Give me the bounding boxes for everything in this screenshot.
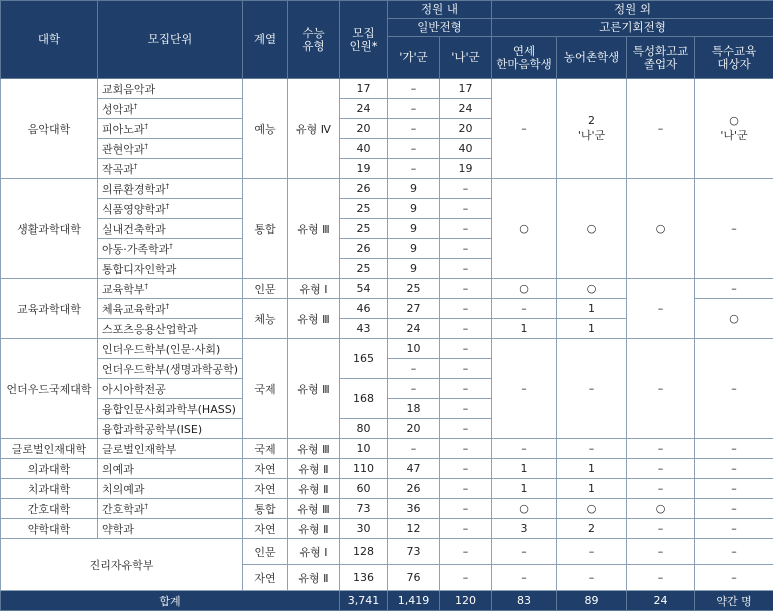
ga-cell: 9 (388, 179, 440, 199)
yonsei-cell: ○ (492, 179, 557, 279)
header-yonsei-hanmaum: 연세 한마음학생 (492, 37, 557, 79)
rural-cell: ○ (557, 179, 627, 279)
college-cell: 약학대학 (1, 519, 98, 539)
college-cell: 의과대학 (1, 459, 98, 479)
unit-cell: 스포츠응용산업학과 (98, 319, 243, 339)
ga-cell: 18 (388, 399, 440, 419)
na-cell: – (440, 259, 492, 279)
total-spec: 24 (627, 591, 695, 611)
header-unit: 모집단위 (98, 1, 243, 79)
quota-cell: 30 (340, 519, 388, 539)
na-cell: – (440, 565, 492, 591)
special-cell: – (695, 279, 773, 299)
yonsei-cell: 1 (492, 459, 557, 479)
yonsei-cell: ○ (492, 499, 557, 519)
field-cell: 예능 (243, 79, 288, 179)
na-cell: 20 (440, 119, 492, 139)
quota-cell: 73 (340, 499, 388, 519)
ga-cell: 10 (388, 339, 440, 359)
rural-cell: 1 (557, 299, 627, 319)
unit-cell: 통합디자인학과 (98, 259, 243, 279)
quota-cell: 80 (340, 419, 388, 439)
quota-cell: 17 (340, 79, 388, 99)
special-cell: ○ '나'군 (695, 79, 773, 179)
unit-cell: 작곡과† (98, 159, 243, 179)
ga-cell: 9 (388, 199, 440, 219)
csat-cell: 유형 Ⅲ (288, 499, 340, 519)
quota-cell: 40 (340, 139, 388, 159)
quota-cell: 128 (340, 539, 388, 565)
field-cell: 인문 (243, 539, 288, 565)
na-cell: – (440, 199, 492, 219)
na-cell: – (440, 299, 492, 319)
rural-cell: 2 '나'군 (557, 79, 627, 179)
spec-cell: – (627, 279, 695, 339)
csat-cell: 유형 Ⅲ (288, 439, 340, 459)
na-cell: – (440, 239, 492, 259)
quota-cell: 20 (340, 119, 388, 139)
spec-cell: ○ (627, 179, 695, 279)
unit-cell: 간호학과† (98, 499, 243, 519)
college-cell: 간호대학 (1, 499, 98, 519)
total-label: 합계 (1, 591, 340, 611)
unit-cell: 인더우드학부(인문·사회) (98, 339, 243, 359)
spec-cell: – (627, 439, 695, 459)
unit-cell: 언더우드학부(생명과학공학) (98, 359, 243, 379)
ga-cell: – (388, 379, 440, 399)
ga-cell: 36 (388, 499, 440, 519)
header-outside-quota: 정원 외 (492, 1, 773, 19)
spec-cell: ○ (627, 499, 695, 519)
quota-cell: 136 (340, 565, 388, 591)
csat-cell: 유형 Ⅲ (288, 179, 340, 279)
unit-cell: 피아노과† (98, 119, 243, 139)
ga-cell: 20 (388, 419, 440, 439)
csat-cell: 유형 Ⅲ (288, 299, 340, 339)
rural-cell: ○ (557, 279, 627, 299)
ga-cell: 12 (388, 519, 440, 539)
na-cell: – (440, 359, 492, 379)
unit-cell: 융합과학공학부(ISE) (98, 419, 243, 439)
special-cell: – (695, 479, 773, 499)
special-cell: ○ (695, 299, 773, 339)
csat-cell: 유형 Ⅱ (288, 459, 340, 479)
na-cell: – (440, 399, 492, 419)
quota-cell: 165 (340, 339, 388, 379)
field-cell: 자연 (243, 479, 288, 499)
yonsei-cell: – (492, 539, 557, 565)
header-na-group: '나'군 (440, 37, 492, 79)
field-cell: 국제 (243, 439, 288, 459)
quota-cell: 19 (340, 159, 388, 179)
na-cell: – (440, 519, 492, 539)
na-cell: 40 (440, 139, 492, 159)
ga-cell: 9 (388, 239, 440, 259)
field-cell: 자연 (243, 565, 288, 591)
unit-cell: 치의예과 (98, 479, 243, 499)
csat-cell: 유형 Ⅱ (288, 479, 340, 499)
rural-cell: ○ (557, 499, 627, 519)
special-cell: – (695, 179, 773, 279)
unit-cell: 아시아학전공 (98, 379, 243, 399)
rural-cell: 1 (557, 479, 627, 499)
unit-cell: 의예과 (98, 459, 243, 479)
ga-cell: 27 (388, 299, 440, 319)
ga-cell: 47 (388, 459, 440, 479)
header-college: 대학 (1, 1, 98, 79)
ga-cell: – (388, 119, 440, 139)
yonsei-cell: – (492, 339, 557, 439)
total-special: 약간 명 (695, 591, 773, 611)
header-rural: 농어촌학생 (557, 37, 627, 79)
special-cell: – (695, 539, 773, 565)
quota-cell: 26 (340, 239, 388, 259)
quota-cell: 43 (340, 319, 388, 339)
na-cell: – (440, 439, 492, 459)
csat-cell: 유형 Ⅱ (288, 565, 340, 591)
na-cell: – (440, 419, 492, 439)
college-cell: 음악대학 (1, 79, 98, 179)
na-cell: 17 (440, 79, 492, 99)
na-cell: – (440, 179, 492, 199)
na-cell: – (440, 339, 492, 359)
quota-cell: 24 (340, 99, 388, 119)
total-na: 120 (440, 591, 492, 611)
spec-cell: – (627, 339, 695, 439)
special-cell: – (695, 459, 773, 479)
header-specialized-hs: 특성화고교 졸업자 (627, 37, 695, 79)
ga-cell: 9 (388, 259, 440, 279)
unit-cell: 교회음악과 (98, 79, 243, 99)
ga-cell: – (388, 139, 440, 159)
field-cell: 통합 (243, 179, 288, 279)
unit-cell: 식품영양학과† (98, 199, 243, 219)
special-cell: – (695, 339, 773, 439)
ga-cell: 73 (388, 539, 440, 565)
na-cell: – (440, 279, 492, 299)
ga-cell: – (388, 79, 440, 99)
spec-cell: – (627, 479, 695, 499)
rural-cell: – (557, 565, 627, 591)
college-cell: 생활과학대학 (1, 179, 98, 279)
field-cell: 자연 (243, 519, 288, 539)
total-yonsei: 83 (492, 591, 557, 611)
college-cell: 진리자유학부 (1, 539, 243, 591)
csat-cell: 유형 Ⅳ (288, 79, 340, 179)
yonsei-cell: 3 (492, 519, 557, 539)
yonsei-cell: 1 (492, 479, 557, 499)
yonsei-cell: 1 (492, 319, 557, 339)
na-cell: – (440, 479, 492, 499)
header-quota: 모집 인원* (340, 1, 388, 79)
special-cell: – (695, 565, 773, 591)
unit-cell: 의류환경학과† (98, 179, 243, 199)
header-within-quota: 정원 내 (388, 1, 492, 19)
csat-cell: 유형 Ⅰ (288, 279, 340, 299)
college-cell: 글로벌인재대학 (1, 439, 98, 459)
special-cell: – (695, 499, 773, 519)
special-cell: – (695, 439, 773, 459)
ga-cell: 25 (388, 279, 440, 299)
header-regular: 일반전형 (388, 19, 492, 37)
total-rural: 89 (557, 591, 627, 611)
rural-cell: 1 (557, 319, 627, 339)
quota-cell: 110 (340, 459, 388, 479)
ga-cell: – (388, 99, 440, 119)
rural-cell: 1 (557, 459, 627, 479)
college-cell: 교육과학대학 (1, 279, 98, 339)
ga-cell: 9 (388, 219, 440, 239)
rural-cell: – (557, 339, 627, 439)
header-field: 계열 (243, 1, 288, 79)
spec-cell: – (627, 565, 695, 591)
unit-cell: 교육학부† (98, 279, 243, 299)
spec-cell: – (627, 539, 695, 565)
field-cell: 통합 (243, 499, 288, 519)
ga-cell: 26 (388, 479, 440, 499)
na-cell: – (440, 319, 492, 339)
field-cell: 자연 (243, 459, 288, 479)
unit-cell: 융합인문사회과학부(HASS) (98, 399, 243, 419)
college-cell: 치과대학 (1, 479, 98, 499)
rural-cell: 2 (557, 519, 627, 539)
header-equal-opportunity: 고른기회전형 (492, 19, 773, 37)
quota-cell: 26 (340, 179, 388, 199)
unit-cell: 실내건축학과 (98, 219, 243, 239)
spec-cell: – (627, 519, 695, 539)
yonsei-cell: ○ (492, 279, 557, 299)
yonsei-cell: – (492, 299, 557, 319)
unit-cell: 글로벌인재학부 (98, 439, 243, 459)
quota-cell: 46 (340, 299, 388, 319)
spec-cell: – (627, 459, 695, 479)
field-cell: 국제 (243, 339, 288, 439)
unit-cell: 약학과 (98, 519, 243, 539)
yonsei-cell: – (492, 565, 557, 591)
ga-cell: 24 (388, 319, 440, 339)
quota-cell: 25 (340, 219, 388, 239)
unit-cell: 성악과† (98, 99, 243, 119)
quota-cell: 25 (340, 259, 388, 279)
header-special-edu: 특수교육 대상자 (695, 37, 773, 79)
rural-cell: – (557, 539, 627, 565)
rural-cell: – (557, 439, 627, 459)
quota-cell: 25 (340, 199, 388, 219)
special-cell: – (695, 519, 773, 539)
ga-cell: 76 (388, 565, 440, 591)
na-cell: – (440, 379, 492, 399)
header-ga-group: '가'군 (388, 37, 440, 79)
na-cell: – (440, 459, 492, 479)
na-cell: – (440, 499, 492, 519)
unit-cell: 아동·가족학과† (98, 239, 243, 259)
total-quota: 3,741 (340, 591, 388, 611)
csat-cell: 유형 Ⅰ (288, 539, 340, 565)
na-cell: 24 (440, 99, 492, 119)
college-cell: 언더우드국제대학 (1, 339, 98, 439)
csat-cell: 유형 Ⅲ (288, 339, 340, 439)
ga-cell: – (388, 439, 440, 459)
spec-cell: – (627, 79, 695, 179)
ga-cell: – (388, 159, 440, 179)
ga-cell: – (388, 359, 440, 379)
yonsei-cell: – (492, 79, 557, 179)
na-cell: 19 (440, 159, 492, 179)
quota-cell: 60 (340, 479, 388, 499)
field-cell: 체능 (243, 299, 288, 339)
unit-cell: 관현악과† (98, 139, 243, 159)
na-cell: – (440, 219, 492, 239)
csat-cell: 유형 Ⅱ (288, 519, 340, 539)
unit-cell: 체육교육학과† (98, 299, 243, 319)
total-ga: 1,419 (388, 591, 440, 611)
quota-cell: 54 (340, 279, 388, 299)
na-cell: – (440, 539, 492, 565)
quota-cell: 168 (340, 379, 388, 419)
header-csat-type: 수능 유형 (288, 1, 340, 79)
field-cell: 인문 (243, 279, 288, 299)
quota-cell: 10 (340, 439, 388, 459)
yonsei-cell: – (492, 439, 557, 459)
